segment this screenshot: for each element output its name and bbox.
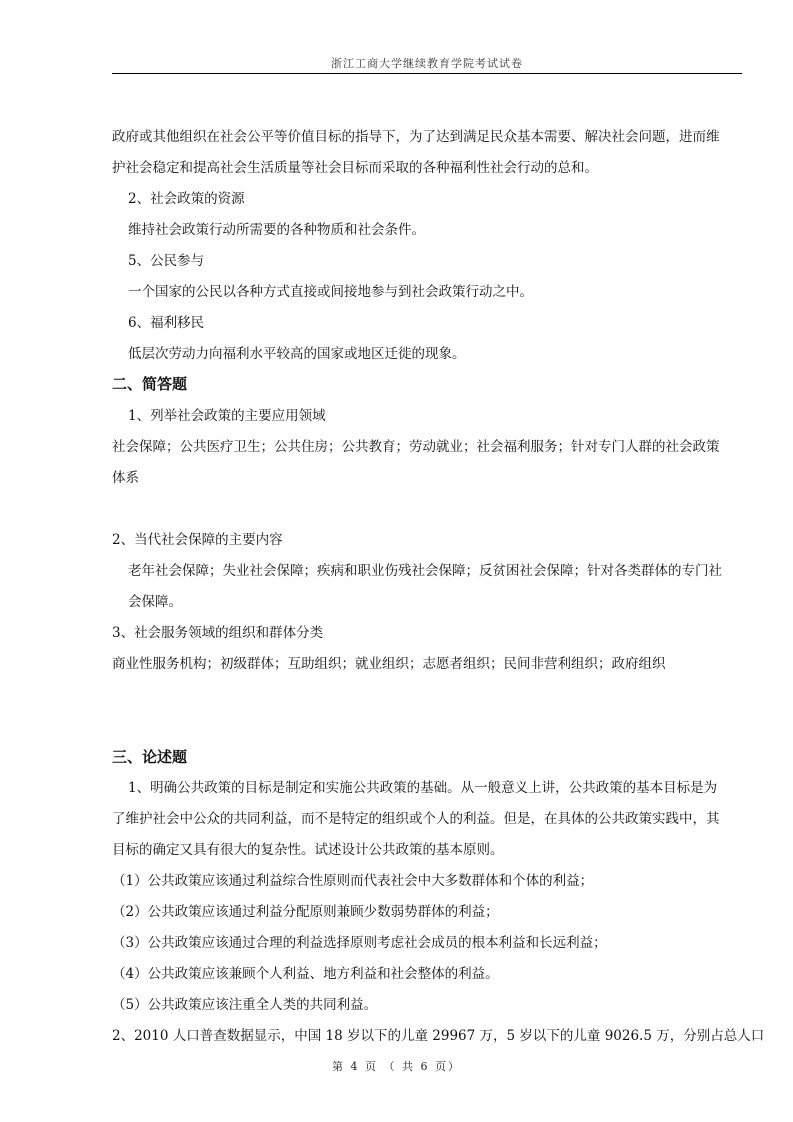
paragraph-line: 护社会稳定和提高社会生活质量等社会目标而采取的各种福利性社会行动的总和。: [112, 160, 598, 176]
paragraph-line: 体系: [112, 470, 139, 486]
term-heading: 5、公民参与: [128, 253, 205, 269]
header-rule: [112, 73, 742, 74]
paragraph-line: 社会保障；公共医疗卫生；公共住房；公共教育；劳动就业；社会福利服务；针对专门人群的社会政策: [112, 439, 720, 455]
paragraph-line: 低层次劳动力向福利水平较高的国家或地区迁徙的现象。: [128, 346, 466, 362]
section-heading: 三、论述题: [112, 748, 188, 766]
question-heading: 2、当代社会保障的主要内容: [112, 532, 283, 548]
term-heading: 2、社会政策的资源: [128, 191, 245, 207]
list-item: （3）公共政策应该通过合理的利益选择原则考虑社会成员的根本利益和长远利益；: [112, 935, 607, 951]
paragraph-line: 政府或其他组织在社会公平等价值目标的指导下，为了达到满足民众基本需要、解决社会问题，进而维: [112, 129, 720, 145]
question-heading: 1、列举社会政策的主要应用领域: [128, 408, 326, 424]
list-item: （5）公共政策应该注重全人类的共同利益。: [112, 997, 378, 1013]
term-heading: 6、福利移民: [128, 315, 205, 331]
question-heading: 3、社会服务领域的组织和群体分类: [112, 625, 324, 641]
list-item: （2）公共政策应该通过利益分配原则兼顾少数弱势群体的利益；: [112, 904, 499, 920]
paragraph-line: 1、明确公共政策的目标是制定和实施公共政策的基础。从一般意义上讲，公共政策的基本目标是为: [128, 780, 718, 796]
list-item: （1）公共政策应该通过利益综合性原则而代表社会中大多数群体和个体的利益；: [112, 873, 594, 889]
paragraph-line: 老年社会保障；失业社会保障；疾病和职业伤残社会保障；反贫困社会保障；针对各类群体的专门社: [128, 563, 722, 579]
paragraph-line: 会保障。: [128, 594, 182, 610]
list-item: （4）公共政策应该兼顾个人利益、地方利益和社会整体的利益。: [112, 966, 499, 982]
page-footer: 第 4 页 （ 共 6 页）: [332, 1060, 461, 1073]
paragraph-line: 目标的确定又具有很大的复杂性。试述设计公共政策的基本原则。: [112, 842, 504, 858]
paragraph-line: 商业性服务机构；初级群体；互助组织；就业组织；志愿者组织；民间非营利组织；政府组织: [112, 656, 666, 672]
section-heading: 二、简答题: [112, 375, 188, 393]
page-header: 浙江工商大学继续教育学院考试试卷: [331, 57, 523, 70]
paragraph-line: 2、2010 人口普查数据显示，中国 18 岁以下的儿童 29967 万，5 岁以下的儿童 9026.5 万，分别占总人口: [112, 1028, 765, 1044]
paragraph-line: 维持社会政策行动所需要的各种物质和社会条件。: [128, 222, 425, 238]
paragraph-line: 了维护社会中公众的共同利益，而不是特定的组织或个人的利益。但是，在具体的公共政策实践中，其: [112, 811, 720, 827]
paragraph-line: 一个国家的公民以各种方式直接或间接地参与到社会政策行动之中。: [128, 284, 533, 300]
